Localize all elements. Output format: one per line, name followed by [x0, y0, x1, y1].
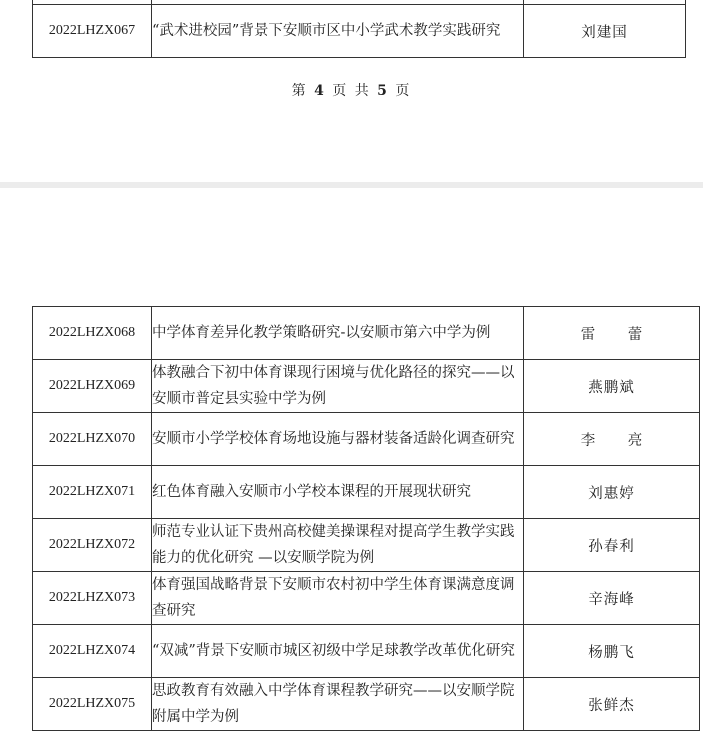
page-5: [0, 188, 703, 737]
project-code: 2022LHZX069: [33, 360, 152, 413]
project-author: 张鲜杰: [524, 678, 700, 731]
project-code: 2022LHZX068: [33, 307, 152, 360]
project-code: 2022LHZX074: [33, 625, 152, 678]
page-footer: [0, 80, 703, 100]
project-title: “武术进校园”背景下安顺市区中小学武术教学实践研究: [152, 5, 524, 58]
table-row: [33, 625, 700, 678]
project-code: 2022LHZX073: [33, 572, 152, 625]
project-title: 中学体育差异化教学策略研究-以安顺市第六中学为例: [152, 307, 524, 360]
project-code: 2022LHZX071: [33, 466, 152, 519]
project-code: 2022LHZX075: [33, 678, 152, 731]
page-4: [0, 0, 703, 182]
pager-mid: 页 共: [332, 83, 371, 99]
project-author: 孙春利: [524, 519, 700, 572]
pager-total: 5: [377, 83, 389, 99]
project-author: 雷 蕾: [524, 307, 700, 360]
project-title: 思政教育有效融入中学体育课程教学研究——以安顺学院附属中学为例: [152, 678, 524, 731]
table-row: [33, 678, 700, 731]
pager-prefix: 第: [291, 83, 308, 99]
project-table-top: [32, 0, 686, 58]
project-title: 体育强国战略背景下安顺市农村初中学生体育课满意度调查研究: [152, 572, 524, 625]
pager-suffix: 页: [395, 83, 412, 99]
table-row: [33, 466, 700, 519]
project-author: 刘惠婷: [524, 466, 700, 519]
table-row: [33, 572, 700, 625]
project-author: 刘建国: [524, 5, 686, 58]
project-title: 红色体育融入安顺市小学校本课程的开展现状研究: [152, 466, 524, 519]
project-title: “双减”背景下安顺市城区初级中学足球教学改革优化研究: [152, 625, 524, 678]
project-author: 辛海峰: [524, 572, 700, 625]
project-code: 2022LHZX072: [33, 519, 152, 572]
project-title: 安顺市小学学校体育场地设施与器材装备适龄化调查研究: [152, 413, 524, 466]
project-code: 2022LHZX067: [33, 5, 152, 58]
project-title: 师范专业认证下贵州高校健美操课程对提高学生教学实践能力的优化研究 —以安顺学院为例: [152, 519, 524, 572]
pager-current: 4: [314, 83, 326, 99]
project-title: 体教融合下初中体育课现行困境与优化路径的探究——以安顺市普定县实验中学为例: [152, 360, 524, 413]
table-row: [33, 413, 700, 466]
project-author: 杨鹏飞: [524, 625, 700, 678]
table-row: [33, 519, 700, 572]
table-row: [33, 360, 700, 413]
project-author: 燕鹏斌: [524, 360, 700, 413]
project-author: 李 亮: [524, 413, 700, 466]
project-table-bottom: [32, 306, 700, 731]
project-code: 2022LHZX070: [33, 413, 152, 466]
table-row: [33, 307, 700, 360]
table-row: [33, 5, 686, 58]
